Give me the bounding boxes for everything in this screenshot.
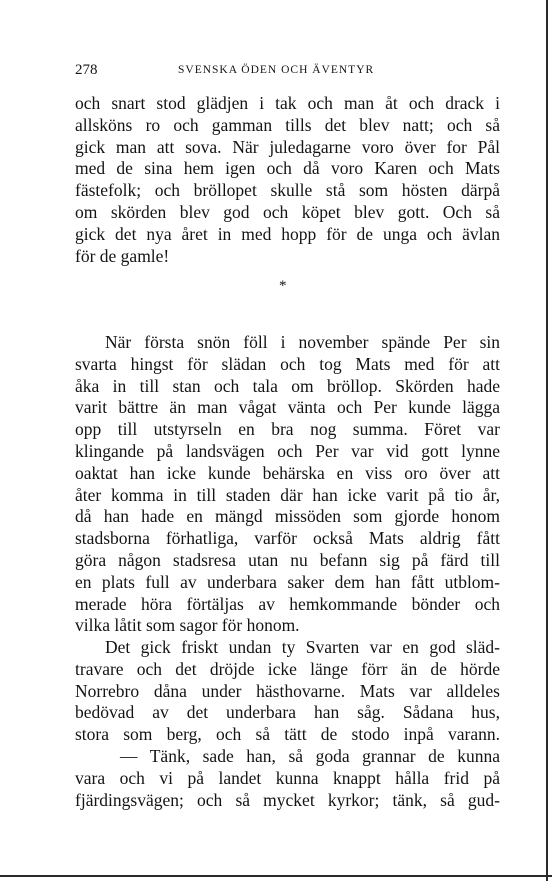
text-line: då han hade en mängd missöden som gjorde honom bbox=[75, 506, 500, 527]
text-line: om skörden blev god och köpet blev gott. Och så bbox=[75, 201, 500, 222]
page-number: 278 bbox=[75, 62, 98, 78]
page-bottom-edge bbox=[0, 875, 552, 877]
text-line: Det gick friskt undan ty Svarten var en god släd- bbox=[105, 637, 500, 657]
text-line: fästefolk; och bröllopet skulle stå som hösten därpå bbox=[75, 180, 500, 201]
text-line: gick man att sova. När juledagarne voro över for Pål bbox=[75, 136, 500, 157]
text-line: stora som berg, och så tätt de stodo inpå varann. bbox=[75, 724, 500, 745]
text-line: merade höra förtäljas av hemkommande bönder och bbox=[75, 593, 500, 614]
text-line: opp till utstyrseln en bra nog summa. Föret var bbox=[75, 419, 500, 440]
text-line: gick det nya året in med hopp för de unga och ävlan bbox=[75, 223, 500, 244]
text-line: med de sina hem igen och då voro Karen och Mats bbox=[75, 158, 500, 179]
text-line: stadsborna förhatliga, varför också Mats aldrig fått bbox=[75, 528, 500, 549]
text-line: travare och det dröjde icke länge förr än de hörde bbox=[75, 658, 500, 679]
page-header bbox=[75, 62, 500, 82]
running-title: SVENSKA ÖDEN OCH ÄVENTYR bbox=[178, 64, 375, 76]
text-line: för de gamle! bbox=[75, 245, 170, 266]
text-line: vara och vi på landet kunna knappt hålla frid på bbox=[75, 767, 500, 788]
section-separator: * bbox=[279, 278, 287, 294]
text-line: allsköns ro och gamman tills det blev natt; och så bbox=[75, 114, 500, 135]
text-line: oaktat han icke kunde behärska en viss oro över att bbox=[75, 462, 500, 483]
text-line: svarta hingst för slädan och tog Mats med för att bbox=[75, 353, 500, 374]
text-line: fjärdingsvägen; och så mycket kyrkor; tänk, så gud- bbox=[75, 789, 500, 810]
text-line: göra någon stadsresa utan nu befann sig på färd till bbox=[75, 549, 500, 570]
text-line: och snart stod glädjen i tak och man åt och drack i bbox=[75, 93, 500, 113]
text-line: — Tänk, sade han, så goda grannar de kunna bbox=[120, 746, 500, 766]
text-line: varit bättre än man vågat vänta och Per kunde lägga bbox=[75, 397, 500, 418]
paragraph-4 bbox=[75, 746, 500, 811]
paragraph-2 bbox=[75, 332, 500, 637]
text-line: bedövad av det underbara han såg. Sådana hus, bbox=[75, 702, 500, 723]
text-line: vilka låtit som sagor för honom. bbox=[75, 615, 300, 636]
page-right-edge bbox=[546, 0, 548, 881]
text-line: Norrebro dåna under hästhovarne. Mats var alldeles bbox=[75, 680, 500, 701]
text-line: åka in till stan och tala om bröllop. Skörden hade bbox=[75, 375, 500, 396]
text-line: När första snön föll i november spände Per sin bbox=[105, 332, 500, 352]
text-line: klingande på landsvägen och Per var vid gott lynne bbox=[75, 440, 500, 461]
text-line: åter komma in till staden där han icke varit på tio år, bbox=[75, 484, 500, 505]
paragraph-3 bbox=[75, 637, 500, 746]
text-line: en plats full av underbara saker dem han fått utblom- bbox=[75, 571, 500, 592]
paragraph-1 bbox=[75, 93, 500, 267]
